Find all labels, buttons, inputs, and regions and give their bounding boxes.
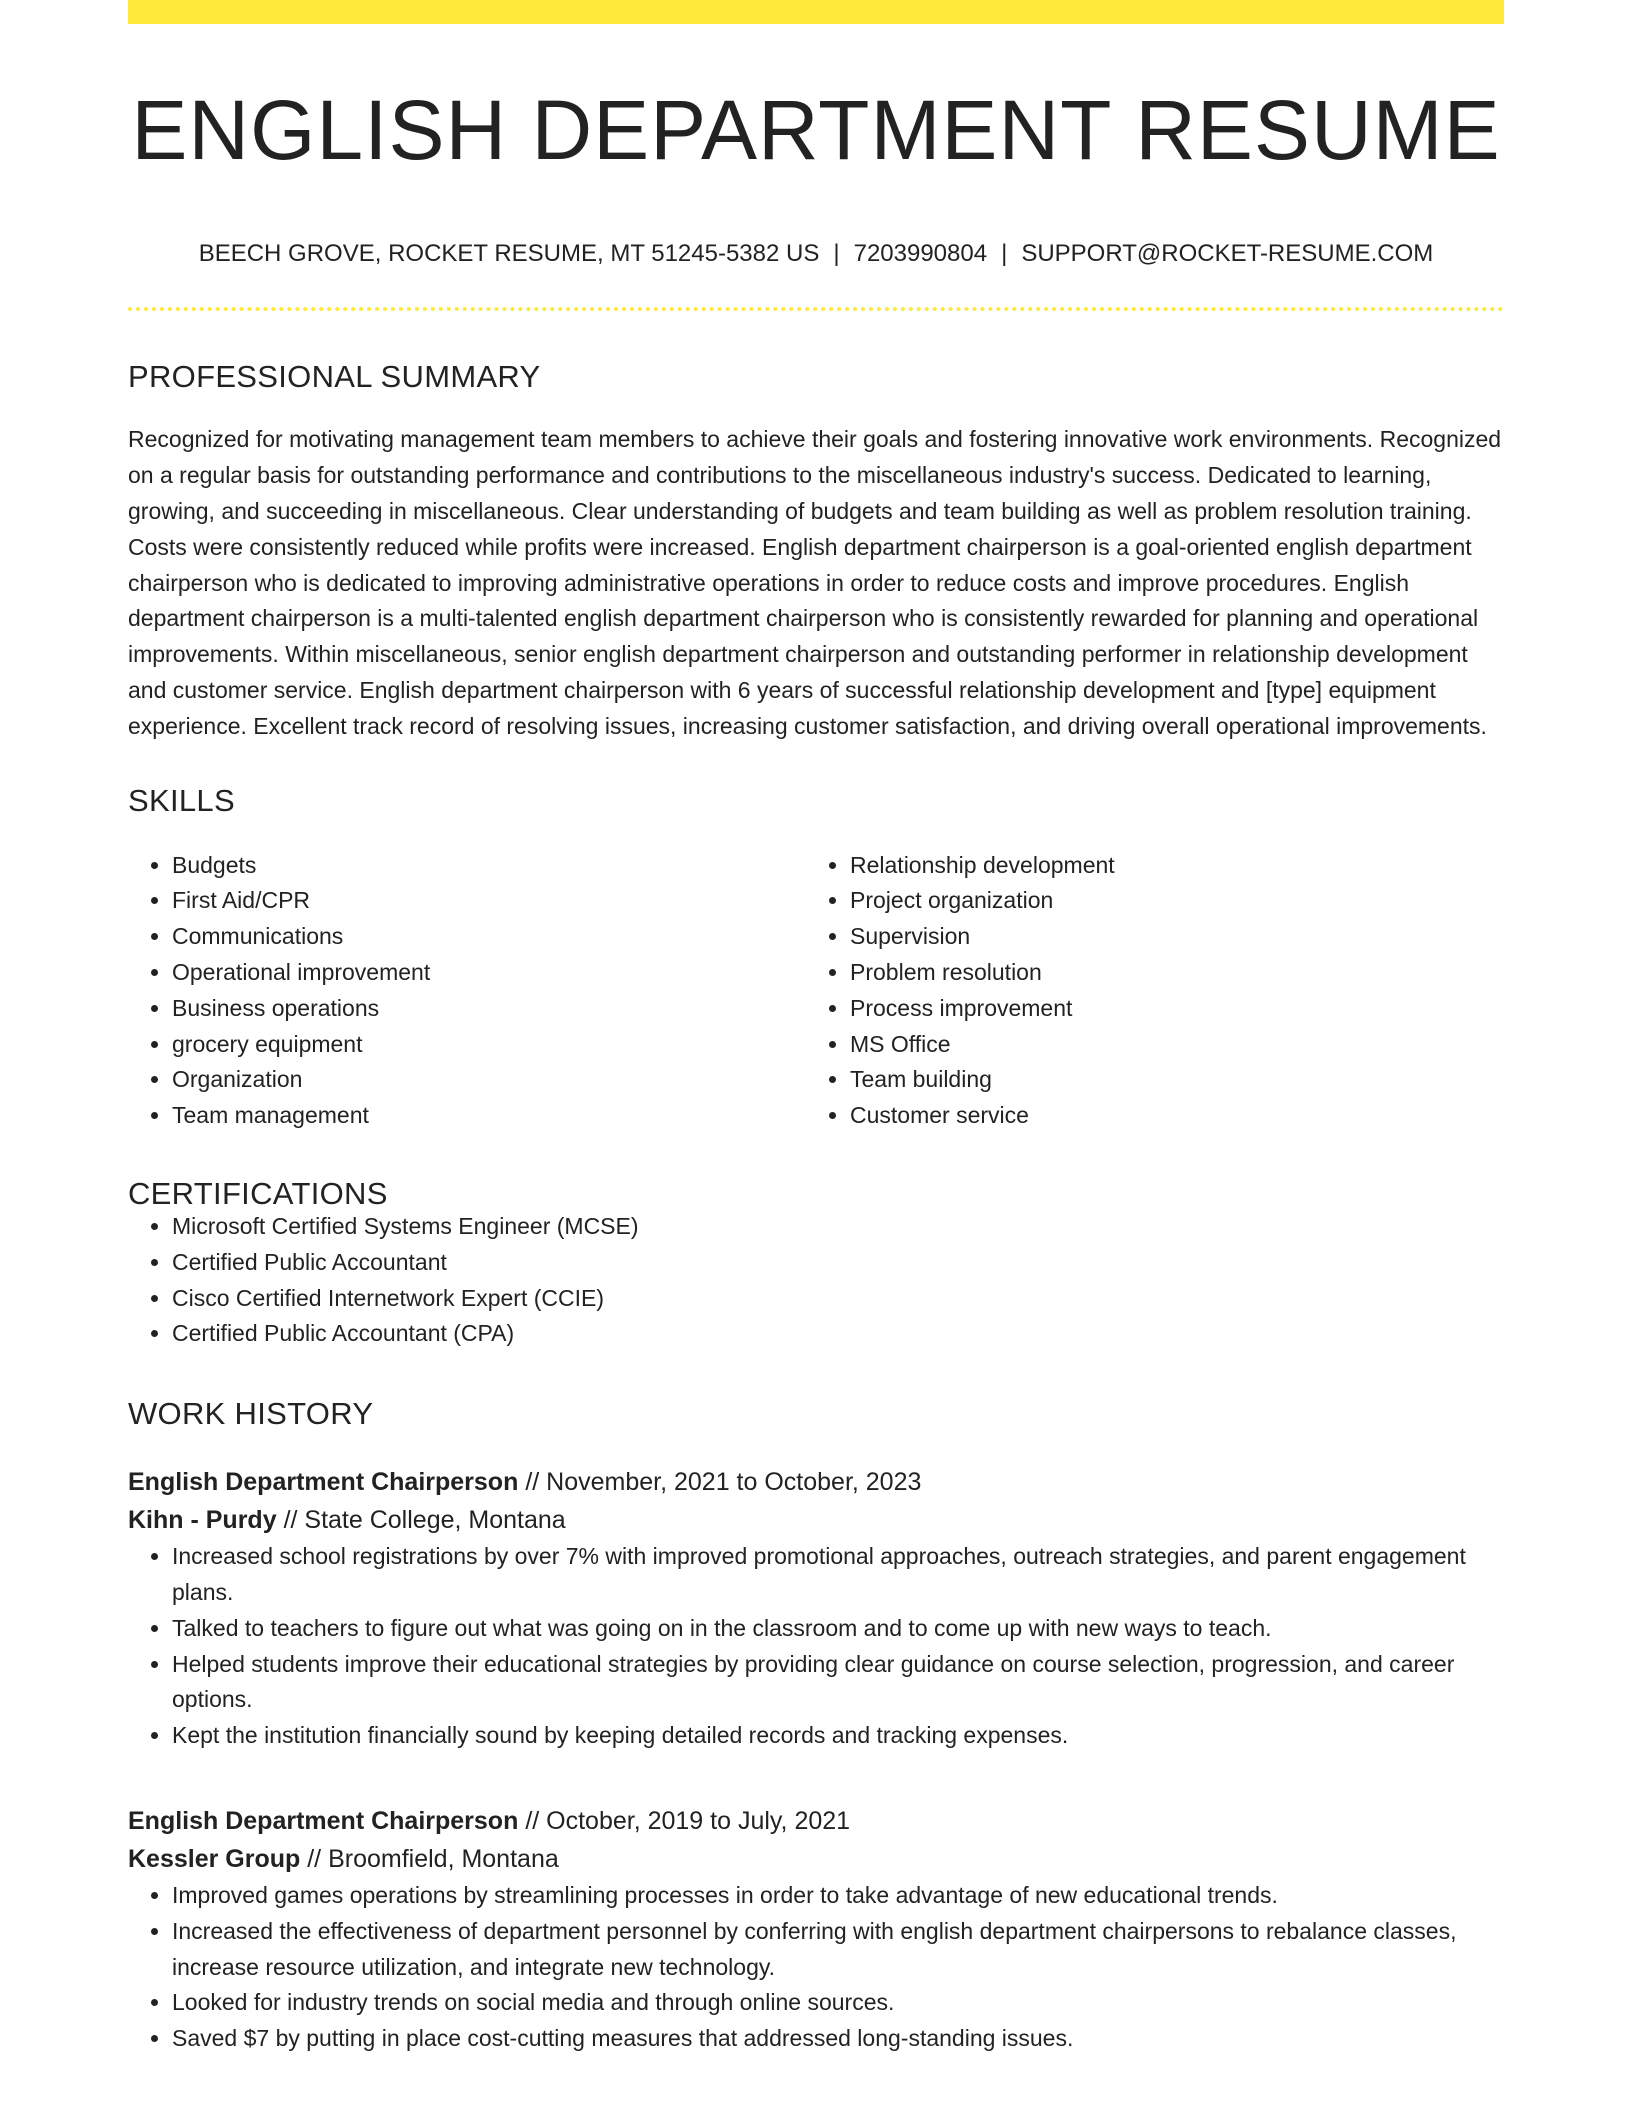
resume-title: ENGLISH DEPARTMENT RESUME xyxy=(131,83,1501,177)
skills-column-right xyxy=(806,848,1484,1134)
skill-item: • Relationship development xyxy=(850,848,1484,884)
skill-item: • Operational improvement xyxy=(172,955,806,991)
job-dates: // October, 2019 to July, 2021 xyxy=(525,1806,851,1835)
contact-line xyxy=(128,240,1504,268)
skill-item: • Team management xyxy=(172,1098,806,1134)
job-role-line xyxy=(128,1463,1504,1501)
job-bullet: • Looked for industry trends on social media and through online sources. xyxy=(172,1985,1504,2021)
skill-item: • MS Office xyxy=(850,1027,1484,1063)
job-entry xyxy=(128,1463,1504,1754)
summary-text: Recognized for motivating management team members to achieve their goals and fostering innovative work environments. Recognized on a regular basis for outstanding performance and contributions to the miscellaneous industry's success. Dedicated to learning, growing, and succeeding in miscellaneous. Clear understanding of budgets and team building as well as problem resolution training. Costs were consistently reduced while profits were increased. English department chairperson is a goal-oriented english department chairperson who is dedicated to improving administrative operations in order to reduce costs and improve procedures. English department chairperson is a multi-talented english department chairperson who is consistently rewarded for planning and operational improvements. Within miscellaneous, senior english department chairperson and outstanding performer in relationship development and customer service. English department chairperson with 6 years of successful relationship development and [type] equipment experience. Excellent track record of resolving issues, increasing customer satisfaction, and driving overall operational improvements. xyxy=(128,426,1502,739)
job-company: Kihn - Purdy xyxy=(128,1506,277,1535)
contact-separator: | xyxy=(833,240,840,268)
skill-item: • Budgets xyxy=(172,848,806,884)
skills-column-left xyxy=(128,848,806,1134)
job-entry xyxy=(128,1802,1504,2057)
skill-item: • Customer service xyxy=(850,1098,1484,1134)
section-title-skills: SKILLS xyxy=(128,782,235,818)
section-title-certifications: CERTIFICATIONS xyxy=(128,1175,388,1211)
job-bullet: • Talked to teachers to figure out what was going on in the classroom and to come up with new ways to teach. xyxy=(172,1611,1504,1647)
contact-phone: 7203990804 xyxy=(853,240,988,268)
skills-columns xyxy=(128,848,1504,1134)
skill-item: • Problem resolution xyxy=(850,955,1484,991)
contact-address: BEECH GROVE, ROCKET RESUME, MT 51245-5382 US xyxy=(198,240,820,268)
job-bullet: • Helped students improve their educational strategies by providing clear guidance on course selection, progression, and career options. xyxy=(172,1647,1504,1719)
contact-separator: | xyxy=(1001,240,1008,268)
certification-item: • Certified Public Accountant (CPA) xyxy=(172,1316,1504,1352)
certification-item: • Certified Public Accountant xyxy=(172,1245,1504,1281)
skill-item: • Project organization xyxy=(850,883,1484,919)
job-role-line xyxy=(128,1802,1504,1840)
skill-item: • Organization xyxy=(172,1062,806,1098)
certification-item: • Microsoft Certified Systems Engineer (MCSE) xyxy=(172,1209,1504,1245)
skill-item: • Business operations xyxy=(172,991,806,1027)
skills-list-left xyxy=(128,848,806,1134)
job-location: // Broomfield, Montana xyxy=(307,1844,559,1873)
skill-item: • Communications xyxy=(172,919,806,955)
skill-item: • Supervision xyxy=(850,919,1484,955)
job-bullets xyxy=(128,1878,1504,2057)
section-title-work-history: WORK HISTORY xyxy=(128,1396,374,1432)
certifications-list xyxy=(128,1209,1504,1352)
job-bullets xyxy=(128,1539,1504,1754)
section-title-summary: PROFESSIONAL SUMMARY xyxy=(128,359,541,395)
job-bullet: • Improved games operations by streamlining processes in order to take advantage of new educational trends. xyxy=(172,1878,1504,1914)
top-accent-bar xyxy=(128,0,1504,24)
skill-item: • Team building xyxy=(850,1062,1484,1098)
job-company-line xyxy=(128,1840,1504,1878)
skill-item: • grocery equipment xyxy=(172,1027,806,1063)
job-company-line xyxy=(128,1501,1504,1539)
job-role: English Department Chairperson xyxy=(128,1468,519,1497)
job-location: // State College, Montana xyxy=(283,1506,566,1535)
header-divider xyxy=(128,307,1504,311)
certification-item: • Cisco Certified Internetwork Expert (CCIE) xyxy=(172,1281,1504,1317)
job-dates: // November, 2021 to October, 2023 xyxy=(525,1468,922,1497)
job-bullet: • Increased the effectiveness of department personnel by conferring with english department chairpersons to rebalance classes, increase resource utilization, and integrate new technology. xyxy=(172,1914,1504,1986)
job-company: Kessler Group xyxy=(128,1844,301,1873)
skills-list-right xyxy=(806,848,1484,1134)
skill-item: • First Aid/CPR xyxy=(172,883,806,919)
job-bullet: • Increased school registrations by over 7% with improved promotional approaches, outreach strategies, and parent engagement plans. xyxy=(172,1539,1504,1611)
job-role: English Department Chairperson xyxy=(128,1806,519,1835)
resume-content xyxy=(128,0,1504,2057)
job-bullet: • Kept the institution financially sound by keeping detailed records and tracking expenses. xyxy=(172,1718,1504,1754)
skill-item: • Process improvement xyxy=(850,991,1484,1027)
contact-email: SUPPORT@ROCKET-RESUME.COM xyxy=(1021,240,1434,268)
job-bullet: • Saved $7 by putting in place cost-cutting measures that addressed long-standing issues. xyxy=(172,2021,1504,2057)
